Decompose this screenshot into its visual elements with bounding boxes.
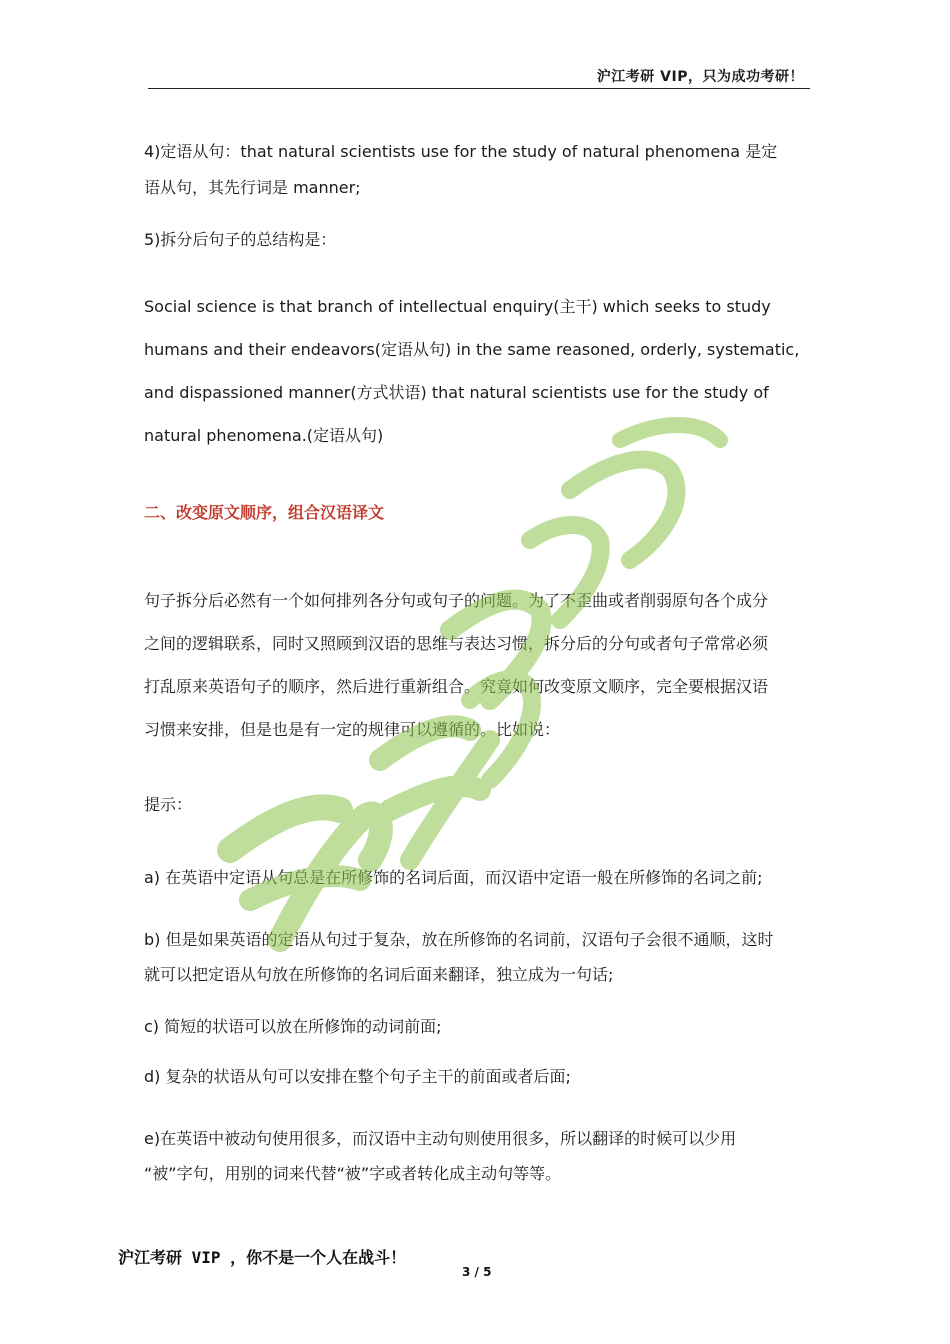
- section-heading: 二、改变原文顺序，组合汉语译文: [144, 503, 385, 522]
- intro-line4: 习惯来安排，但是也是有一定的规律可以遵循的。比如说：: [144, 720, 561, 739]
- example-line1: Social science is that branch of intellectual enquiry(主干) which seeks to study: [144, 297, 771, 316]
- item4-line1: 4)定语从句：that natural scientists use for the study of natural phenomena 是定: [144, 142, 778, 161]
- tip-e-line1: e)在英语中被动句使用很多，而汉语中主动句则使用很多，所以翻译的时候可以少用: [144, 1129, 737, 1148]
- intro-line3: 打乱原来英语句子的顺序，然后进行重新组合。究竟如何改变原文顺序，完全要根据汉语: [144, 677, 769, 696]
- intro-line1: 句子拆分后必然有一个如何排列各分句或句子的问题。为了不歪曲或者削弱原句各个成分: [144, 591, 769, 610]
- example-line3: and dispassioned manner(方式状语) that natural scientists use for the study of: [144, 383, 769, 402]
- tips-label: 提示：: [144, 795, 193, 814]
- tip-e-line2: “被”字句，用别的词来代替“被”字或者转化成主动句等等。: [144, 1164, 562, 1183]
- tip-b-line2: 就可以把定语从句放在所修饰的名词后面来翻译，独立成为一句话;: [144, 965, 614, 984]
- footer-slogan: 沪江考研 VIP ，你不是一个人在战斗！: [118, 1248, 407, 1267]
- item5: 5)拆分后句子的总结构是：: [144, 230, 337, 249]
- header-rule: [148, 88, 810, 89]
- tip-b-line1: b) 但是如果英语的定语从句过于复杂，放在所修饰的名词前，汉语句子会很不通顺，这时: [144, 930, 774, 949]
- intro-line2: 之间的逻辑联系，同时又照顾到汉语的思维与表达习惯，拆分后的分句或者句子常常必须: [144, 634, 769, 653]
- tip-a: a) 在英语中定语从句总是在所修饰的名词后面，而汉语中定语一般在所修饰的名词之前;: [144, 868, 763, 887]
- page-number: 3 / 5: [462, 1265, 492, 1279]
- tip-c: c) 简短的状语可以放在所修饰的动词前面;: [144, 1017, 442, 1036]
- example-line4: natural phenomena.(定语从句): [144, 426, 384, 445]
- example-line2: humans and their endeavors(定语从句) in the same reasoned, orderly, systematic,: [144, 340, 800, 359]
- header-slogan: 沪江考研 VIP，只为成功考研！: [596, 69, 804, 85]
- tip-d: d) 复杂的状语从句可以安排在整个句子主干的前面或者后面;: [144, 1067, 571, 1086]
- item4-line2: 语从句，其先行词是 manner;: [144, 178, 361, 197]
